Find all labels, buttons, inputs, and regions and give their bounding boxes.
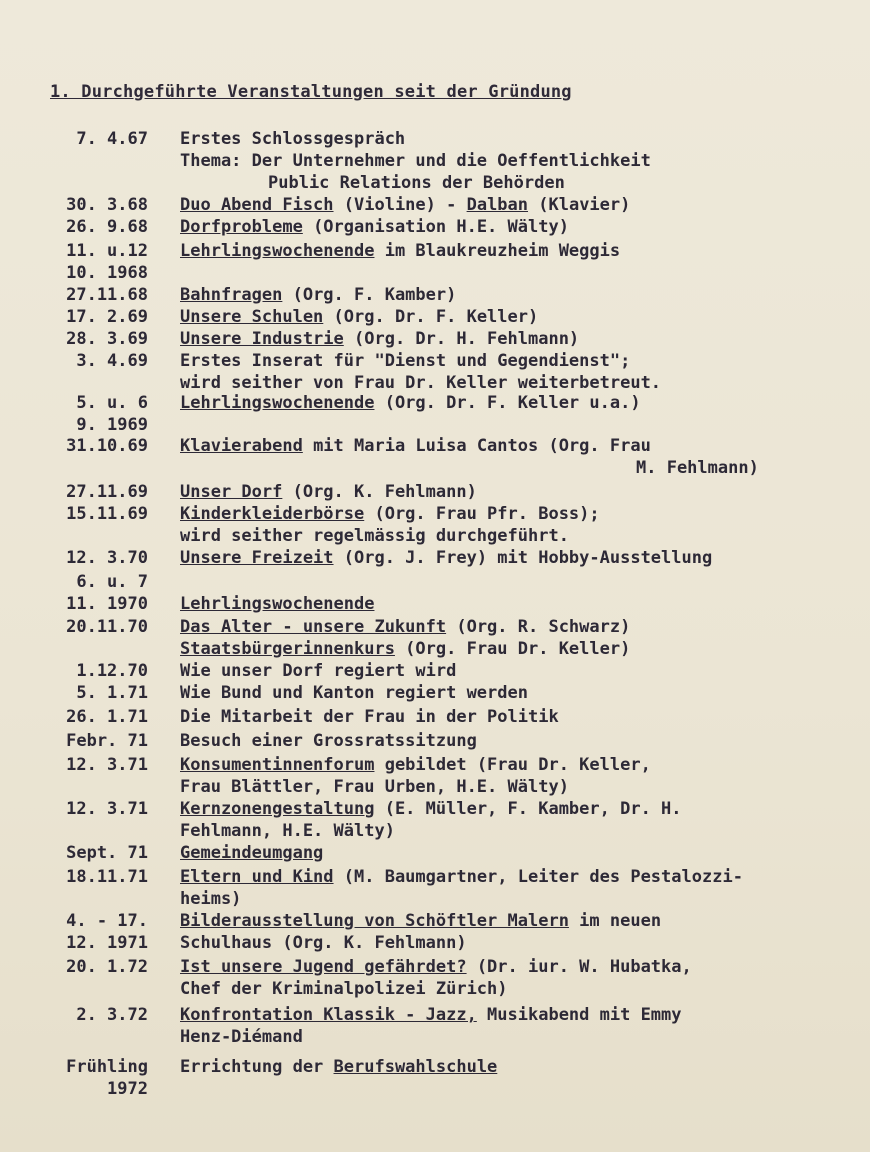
- event-description-line: [180, 1056, 497, 1078]
- event-date-line: 6. u. 7: [76, 572, 148, 592]
- event-date-line: 5. 1.71: [76, 683, 148, 703]
- event-detail: Schulhaus (Org. K. Fehlmann): [180, 933, 467, 953]
- event-description: [180, 306, 538, 328]
- event-description-line: [180, 730, 477, 752]
- event-description-line: [180, 1026, 682, 1048]
- event-detail: (Org. R. Schwarz): [446, 617, 631, 637]
- event-date: [66, 1056, 148, 1100]
- event-date: [66, 706, 148, 728]
- event-description: [180, 547, 712, 569]
- event-description-line: [180, 571, 374, 593]
- event-detail: (Org. Frau Dr. Keller): [394, 639, 631, 659]
- event-title: Berufswahlschule: [333, 1057, 498, 1077]
- event-description-line: [180, 798, 682, 820]
- event-date-line: Febr. 71: [66, 731, 148, 751]
- event-description: [180, 1056, 497, 1078]
- event-date: [66, 754, 148, 776]
- event-detail: Chef der Kriminalpolizei Zürich): [180, 979, 508, 999]
- event-description-line: [180, 525, 600, 547]
- event-description-line: [180, 932, 661, 954]
- event-description: [180, 503, 600, 547]
- event-title: Kinderkleiderbörse: [180, 504, 365, 524]
- event-description-line: [180, 481, 477, 503]
- event-title: Kernzonengestaltung: [180, 799, 375, 819]
- event-description-line: [180, 660, 456, 682]
- event-description: [180, 1004, 682, 1048]
- event-date: [66, 284, 148, 306]
- event-description-line: [180, 593, 374, 615]
- event-title: Konfrontation Klassik - Jazz,: [180, 1005, 477, 1025]
- event-title: Staatsbürgerinnenkurs: [180, 639, 395, 659]
- event-description: [180, 571, 374, 615]
- event-title: Lehrlingswochenende: [180, 241, 375, 261]
- event-title: Das Alter - unsere Zukunft: [180, 617, 447, 637]
- event-description: [180, 956, 692, 1000]
- event-description: [180, 730, 477, 752]
- event-date: [66, 547, 148, 569]
- event-date: [66, 481, 148, 503]
- event-date-line: 15.11.69: [66, 504, 148, 524]
- event-detail: (Dr. iur. W. Hubatka,: [466, 957, 692, 977]
- event-description-line: [180, 457, 759, 479]
- event-description-line: [180, 392, 641, 414]
- event-description: [180, 798, 682, 842]
- event-date-line: 20. 1.72: [66, 957, 148, 977]
- event-date-line: 30. 3.68: [66, 195, 148, 215]
- event-description: [180, 284, 456, 306]
- event-detail: im Blaukreuzheim Weggis: [374, 241, 621, 261]
- event-title: Bahnfragen: [180, 285, 283, 305]
- event-detail: heims): [180, 889, 242, 909]
- event-description-line: [180, 776, 651, 798]
- event-date-line: Sept. 71: [66, 843, 148, 863]
- event-description-line: [180, 306, 538, 328]
- event-description-line: [180, 284, 456, 306]
- event-description: [180, 481, 477, 503]
- event-date: [66, 616, 148, 638]
- event-detail: (Org. F. Kamber): [282, 285, 457, 305]
- event-title: Konsumentinnenforum: [180, 755, 375, 775]
- event-date-line: 20.11.70: [66, 617, 148, 637]
- event-date: [76, 350, 148, 372]
- event-description-line: [180, 328, 579, 350]
- event-description-line: [180, 754, 651, 776]
- event-date: [66, 503, 148, 525]
- event-description: [180, 616, 630, 638]
- event-date: [76, 392, 148, 436]
- event-title: Klavierabend: [180, 436, 303, 456]
- event-detail: Musikabend mit Emmy: [476, 1005, 682, 1025]
- event-date-line: 12. 3.71: [66, 755, 148, 775]
- event-title: Ist unsere Jugend gefährdet?: [180, 957, 467, 977]
- event-date: [66, 798, 148, 820]
- event-detail: Errichtung der: [180, 1057, 334, 1077]
- event-date: [66, 306, 148, 328]
- event-title: Dorfprobleme: [180, 217, 303, 237]
- event-description-line: [180, 820, 682, 842]
- event-description: [180, 216, 569, 238]
- event-date-line: 9. 1969: [76, 415, 148, 435]
- event-detail: (Org. Dr. F. Keller): [323, 307, 539, 327]
- event-detail: (Org. Dr. H. Fehlmann): [343, 329, 580, 349]
- event-description-line: [180, 350, 661, 372]
- event-date: [66, 956, 148, 978]
- event-detail: Erstes Schlossgespräch: [180, 129, 406, 149]
- event-date: [66, 866, 148, 888]
- event-date-line: 31.10.69: [66, 436, 148, 456]
- event-description: [180, 392, 641, 414]
- event-title: Unsere Schulen: [180, 307, 324, 327]
- event-description-line: [180, 547, 712, 569]
- event-title: Gemeindeumgang: [180, 843, 324, 863]
- event-detail: (M. Baumgartner, Leiter des Pestalozzi-: [333, 867, 743, 887]
- event-date-line: 28. 3.69: [66, 329, 148, 349]
- event-description-line: [180, 194, 630, 216]
- event-detail: (Org. K. Fehlmann): [282, 482, 477, 502]
- event-title: Unsere Freizeit: [180, 548, 334, 568]
- event-description: [180, 435, 759, 479]
- event-title: Lehrlingswochenende: [180, 393, 375, 413]
- event-date-line: 12. 1971: [66, 933, 148, 953]
- event-description-line: [180, 910, 661, 932]
- event-description: [180, 350, 661, 394]
- event-date-line: 1.12.70: [76, 661, 148, 681]
- event-date-line: 11. 1970: [66, 594, 148, 614]
- event-description: [180, 240, 620, 262]
- event-description-line: [180, 372, 661, 394]
- event-detail: mit Maria Luisa Cantos (Org. Frau: [302, 436, 651, 456]
- event-description: [180, 128, 651, 194]
- event-description: [180, 910, 661, 954]
- event-date: [76, 660, 148, 682]
- event-detail: Wie Bund und Kanton regiert werden: [180, 683, 528, 703]
- event-title: Bilderausstellung von Schöftler Malern: [180, 911, 569, 931]
- event-description-line: [180, 1004, 682, 1026]
- section-heading: 1. Durchgeführte Veranstaltungen seit der Gründung: [50, 82, 572, 102]
- event-description-line: [180, 978, 692, 1000]
- event-title: Duo Abend Fisch: [180, 195, 334, 215]
- event-date: [66, 194, 148, 216]
- event-description-line: [180, 503, 600, 525]
- event-date: [66, 571, 148, 615]
- event-detail: (Org. Frau Pfr. Boss);: [364, 504, 600, 524]
- event-description-line: [180, 706, 559, 728]
- event-description-line: [180, 842, 323, 864]
- event-detail: wird seither regelmässig durchgeführt.: [180, 526, 569, 546]
- event-detail: (Violine) -: [333, 195, 467, 215]
- event-detail: gebildet (Frau Dr. Keller,: [374, 755, 651, 775]
- event-detail: Fehlmann, H.E. Wälty): [180, 821, 395, 841]
- event-date-line: 26. 1.71: [66, 707, 148, 727]
- event-detail: im neuen: [568, 911, 662, 931]
- event-description-line: [180, 150, 651, 172]
- event-date: [66, 910, 148, 954]
- event-date: [76, 682, 148, 704]
- event-description-line: [180, 866, 743, 888]
- event-detail: wird seither von Frau Dr. Keller weiterbetreut.: [180, 373, 662, 393]
- event-date: [76, 1004, 148, 1026]
- event-date-line: 12. 3.70: [66, 548, 148, 568]
- event-description: [180, 194, 630, 216]
- event-description-line: [180, 435, 759, 457]
- event-description-line: [180, 616, 630, 638]
- event-date: [66, 216, 148, 238]
- event-detail: (Klavier): [528, 195, 631, 215]
- event-description-line: [180, 172, 651, 194]
- event-detail: Wie unser Dorf regiert wird: [180, 661, 457, 681]
- event-date-line: Frühling: [66, 1057, 148, 1077]
- event-date-line: 1972: [107, 1079, 148, 1099]
- event-description-line: [180, 956, 692, 978]
- event-title: Unsere Industrie: [180, 329, 344, 349]
- event-date-line: 27.11.69: [66, 482, 148, 502]
- event-description: [180, 682, 528, 704]
- event-detail: M. Fehlmann): [636, 458, 759, 478]
- event-title: Dalban: [466, 195, 529, 215]
- event-description-line: [180, 216, 569, 238]
- event-date-line: 26. 9.68: [66, 217, 148, 237]
- event-date-line: 3. 4.69: [76, 351, 148, 371]
- event-description: [180, 706, 559, 728]
- event-detail: Frau Blättler, Frau Urben, H.E. Wälty): [180, 777, 569, 797]
- event-detail: Henz-Diémand: [180, 1027, 303, 1047]
- event-date: [66, 435, 148, 457]
- event-detail: (Org. J. Frey) mit Hobby-Ausstellung: [333, 548, 713, 568]
- event-date-line: 11. u.12: [66, 241, 148, 261]
- event-description: [180, 866, 743, 910]
- event-title: Lehrlingswochenende: [180, 594, 375, 614]
- event-description: [180, 638, 630, 660]
- event-description-line: [180, 638, 630, 660]
- event-date-line: 5. u. 6: [76, 393, 148, 413]
- event-date-line: 2. 3.72: [76, 1005, 148, 1025]
- event-date-line: 27.11.68: [66, 285, 148, 305]
- event-description: [180, 660, 456, 682]
- event-date-line: 12. 3.71: [66, 799, 148, 819]
- event-description: [180, 328, 579, 350]
- event-date: [76, 128, 148, 150]
- event-date-line: 10. 1968: [66, 263, 148, 283]
- event-description-line: [180, 128, 651, 150]
- event-detail: Thema: Der Unternehmer und die Oeffentlichkeit: [180, 151, 651, 171]
- event-detail: Erstes Inserat für "Dienst und Gegendienst";: [180, 351, 631, 371]
- event-detail: Besuch einer Grossratssitzung: [180, 731, 477, 751]
- event-date: [66, 842, 148, 864]
- event-description-line: [180, 240, 620, 262]
- event-title: Unser Dorf: [180, 482, 283, 502]
- event-detail: (Org. Dr. F. Keller u.a.): [374, 393, 641, 413]
- event-date-line: 7. 4.67: [76, 129, 148, 149]
- event-description: [180, 842, 323, 864]
- event-date: [66, 240, 148, 284]
- event-date: [66, 328, 148, 350]
- event-date-line: 17. 2.69: [66, 307, 148, 327]
- event-date-line: 18.11.71: [66, 867, 148, 887]
- event-detail: (Organisation H.E. Wälty): [302, 217, 569, 237]
- event-detail: Die Mitarbeit der Frau in der Politik: [180, 707, 559, 727]
- event-detail: (E. Müller, F. Kamber, Dr. H.: [374, 799, 682, 819]
- event-date-line: 4. - 17.: [66, 911, 148, 931]
- event-description-line: [180, 888, 743, 910]
- event-detail: Public Relations der Behörden: [268, 173, 565, 193]
- event-description-line: [180, 682, 528, 704]
- event-description: [180, 754, 651, 798]
- event-date: [66, 730, 148, 752]
- event-title: Eltern und Kind: [180, 867, 334, 887]
